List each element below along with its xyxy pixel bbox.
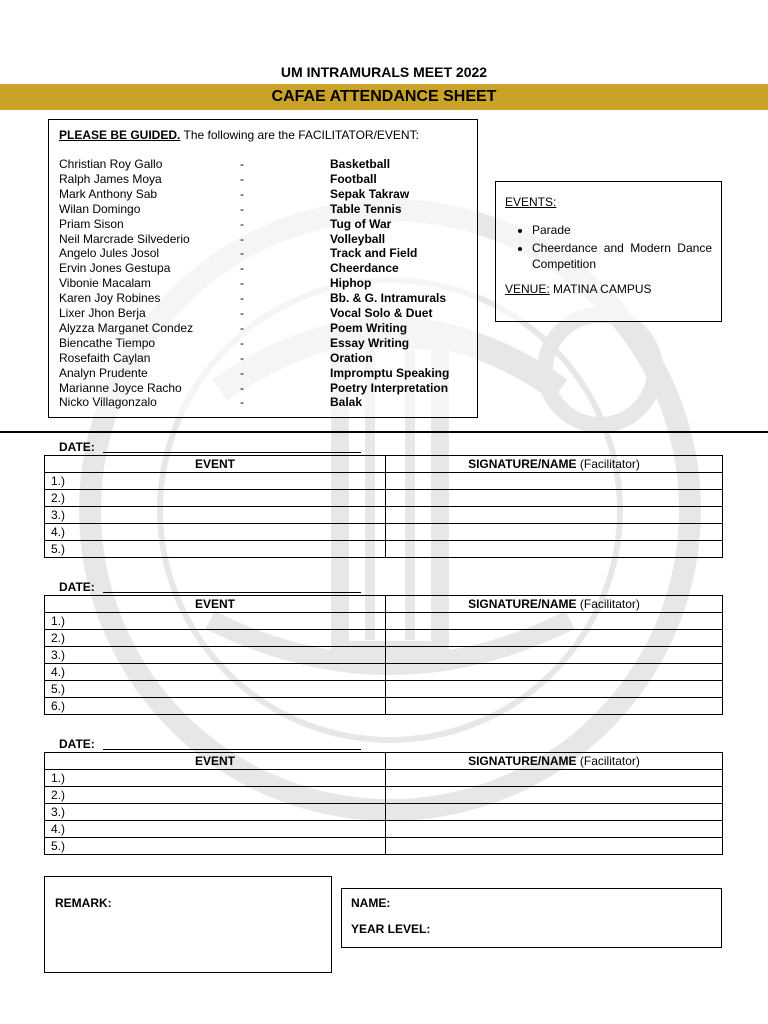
- date-label: DATE:: [59, 580, 95, 594]
- facilitator-name: Analyn Prudente: [59, 365, 148, 380]
- table-row: [45, 473, 723, 490]
- table-row: [45, 647, 723, 664]
- table-row: [45, 787, 723, 804]
- facilitator-dash: -: [240, 291, 244, 306]
- signature-cell[interactable]: [386, 507, 723, 524]
- signature-cell[interactable]: [386, 681, 723, 698]
- facilitator-name: Marianne Joyce Racho: [59, 380, 182, 395]
- signature-header-note: (Facilitator): [579, 597, 640, 611]
- table-row: [45, 507, 723, 524]
- signature-cell[interactable]: [386, 821, 723, 838]
- facilitator-row: [59, 291, 469, 306]
- facilitator-dash: -: [240, 231, 244, 246]
- facilitator-row: [59, 351, 469, 366]
- signature-header-note: (Facilitator): [579, 457, 640, 471]
- table-row: [45, 630, 723, 647]
- event-column-header: EVENT: [45, 753, 386, 770]
- facilitator-row: [59, 395, 469, 410]
- facilitator-dash: -: [240, 380, 244, 395]
- facilitator-event: Cheerdance: [330, 261, 399, 276]
- facilitator-name: Ervin Jones Gestupa: [59, 261, 171, 276]
- facilitator-event: Table Tennis: [330, 201, 402, 216]
- signature-cell[interactable]: [386, 473, 723, 490]
- name-box[interactable]: [341, 888, 722, 948]
- signature-header-bold: SIGNATURE/NAME: [468, 754, 577, 768]
- signature-column-header: [386, 753, 723, 770]
- signature-header-note: (Facilitator): [579, 754, 640, 768]
- signature-cell[interactable]: [386, 770, 723, 787]
- facilitator-row: [59, 172, 469, 187]
- facilitator-dash: -: [240, 186, 244, 201]
- facilitator-dash: -: [240, 201, 244, 216]
- attendance-table: [44, 752, 723, 855]
- facilitator-event: Essay Writing: [330, 335, 410, 350]
- facilitator-event: Vocal Solo & Duet: [330, 306, 433, 320]
- facilitator-row: [59, 336, 469, 351]
- signature-cell[interactable]: [386, 541, 723, 558]
- facilitator-name: Ralph James Moya: [59, 171, 162, 186]
- table-row: [45, 838, 723, 855]
- facilitator-row: [59, 381, 469, 396]
- facilitator-event: Football: [330, 171, 377, 186]
- facilitator-name: Alyzza Marganet Condez: [59, 320, 194, 335]
- table-row: [45, 804, 723, 821]
- event-cell[interactable]: 5.): [45, 681, 386, 698]
- event-column-header: EVENT: [45, 596, 386, 613]
- facilitator-dash: -: [240, 216, 244, 231]
- signature-header-bold: SIGNATURE/NAME: [468, 457, 577, 471]
- event-cell[interactable]: 4.): [45, 524, 386, 541]
- facilitator-dash: -: [240, 261, 244, 276]
- facilitator-guide-box: [48, 119, 478, 418]
- event-cell[interactable]: 6.): [45, 698, 386, 715]
- facilitator-name: Angelo Jules Josol: [59, 246, 160, 261]
- signature-cell[interactable]: [386, 490, 723, 507]
- facilitator-event: Tug of War: [330, 216, 392, 231]
- event-cell[interactable]: 1.): [45, 473, 386, 490]
- events-box: [495, 181, 722, 322]
- signature-cell[interactable]: [386, 698, 723, 715]
- signature-cell[interactable]: [386, 613, 723, 630]
- facilitator-name: Biencathe Tiempo: [59, 335, 156, 350]
- table-row: [45, 524, 723, 541]
- facilitator-event: Volleyball: [330, 231, 386, 246]
- facilitator-row: [59, 261, 469, 276]
- facilitator-event: Oration: [330, 350, 373, 365]
- event-cell[interactable]: 5.): [45, 541, 386, 558]
- event-cell[interactable]: 2.): [45, 630, 386, 647]
- events-list-item: • Cheerdance and Modern Dance Competition: [532, 240, 712, 272]
- facilitator-dash: -: [240, 246, 244, 261]
- event-cell[interactable]: 5.): [45, 838, 386, 855]
- facilitator-row: [59, 306, 469, 321]
- table-row: [45, 664, 723, 681]
- table-row: [45, 613, 723, 630]
- signature-cell[interactable]: [386, 787, 723, 804]
- facilitator-row: [59, 217, 469, 232]
- facilitator-row: [59, 232, 469, 247]
- facilitator-row: [59, 276, 469, 291]
- table-row: [45, 541, 723, 558]
- remark-box[interactable]: [44, 876, 332, 973]
- facilitator-name: Lixer Jhon Berja: [59, 306, 146, 320]
- table-row: [45, 490, 723, 507]
- date-input-line[interactable]: [103, 749, 361, 750]
- venue-value: MATINA CAMPUS: [553, 282, 652, 296]
- facilitator-event: Sepak Takraw: [330, 186, 410, 201]
- facilitator-row: [59, 202, 469, 217]
- facilitator-event: Bb. & G. Intramurals: [330, 291, 447, 306]
- name-label: NAME:: [351, 896, 391, 910]
- table-header-row: [45, 596, 723, 613]
- facilitator-dash: -: [240, 365, 244, 380]
- event-cell[interactable]: 4.): [45, 821, 386, 838]
- table-header-row: [45, 753, 723, 770]
- table-row: [45, 698, 723, 715]
- facilitator-dash: -: [240, 276, 244, 291]
- date-input-line[interactable]: [103, 592, 361, 593]
- event-cell[interactable]: 3.): [45, 647, 386, 664]
- venue-label: VENUE:: [505, 282, 550, 296]
- facilitator-row: [59, 321, 469, 336]
- facilitator-name: Wilan Domingo: [59, 201, 141, 216]
- remark-label: REMARK:: [55, 896, 112, 910]
- facilitator-dash: -: [240, 335, 244, 350]
- attendance-table: [44, 595, 723, 715]
- guide-lead-text: The following are the FACILITATOR/EVENT:: [183, 128, 419, 142]
- events-list-item: • Parade: [532, 222, 712, 238]
- facilitator-row: [59, 157, 469, 172]
- signature-cell[interactable]: [386, 804, 723, 821]
- event-cell[interactable]: 2.): [45, 490, 386, 507]
- date-label: DATE:: [59, 737, 95, 751]
- table-row: [45, 681, 723, 698]
- event-column-header: EVENT: [45, 456, 386, 473]
- facilitator-dash: -: [240, 395, 244, 410]
- signature-header-bold: SIGNATURE/NAME: [468, 597, 577, 611]
- signature-column-header: [386, 596, 723, 613]
- facilitator-event: Poetry Interpretation: [330, 380, 449, 395]
- facilitator-row: [59, 366, 469, 381]
- facilitator-event: Poem Writing: [330, 320, 408, 335]
- event-cell[interactable]: 3.): [45, 507, 386, 524]
- facilitator-dash: -: [240, 350, 244, 365]
- signature-cell[interactable]: [386, 630, 723, 647]
- events-list: [496, 222, 712, 274]
- event-cell[interactable]: 3.): [45, 804, 386, 821]
- facilitator-event: Impromptu Speaking: [330, 365, 450, 380]
- guide-heading: [59, 128, 419, 142]
- signature-cell[interactable]: [386, 647, 723, 664]
- signature-cell[interactable]: [386, 524, 723, 541]
- facilitator-dash: -: [240, 171, 244, 186]
- event-cell[interactable]: 2.): [45, 787, 386, 804]
- year-level-label: YEAR LEVEL:: [351, 922, 431, 936]
- facilitator-name: Vibonie Macalam: [59, 276, 151, 291]
- facilitator-name: Karen Joy Robines: [59, 291, 161, 306]
- signature-column-header: [386, 456, 723, 473]
- facilitator-dash: -: [240, 306, 244, 320]
- facilitator-name: Rosefaith Caylan: [59, 350, 151, 365]
- facilitator-dash: -: [240, 157, 244, 171]
- facilitator-name: Mark Anthony Sab: [59, 186, 158, 201]
- attendance-table: [44, 455, 723, 558]
- signature-cell[interactable]: [386, 664, 723, 681]
- date-label: DATE:: [59, 440, 95, 454]
- event-cell[interactable]: 1.): [45, 770, 386, 787]
- table-row: [45, 821, 723, 838]
- facilitator-name: Priam Sison: [59, 216, 124, 231]
- facilitator-name: Nicko Villagonzalo: [59, 395, 157, 410]
- section-divider: [0, 431, 768, 433]
- facilitator-event: Hiphop: [330, 276, 372, 291]
- facilitator-name: Christian Roy Gallo: [59, 157, 163, 171]
- facilitator-row: [59, 187, 469, 202]
- sheet-title: CAFAE ATTENDANCE SHEET: [271, 88, 497, 105]
- facilitator-event: Balak: [330, 395, 363, 410]
- facilitator-name: Neil Marcrade Silvederio: [59, 231, 190, 246]
- events-label: EVENTS:: [505, 195, 557, 209]
- date-input-line[interactable]: [103, 452, 361, 453]
- meet-title: UM INTRAMURALS MEET 2022: [280, 64, 488, 80]
- guide-lead-bold: PLEASE BE GUIDED.: [59, 128, 181, 142]
- facilitator-dash: -: [240, 320, 244, 335]
- table-row: [45, 770, 723, 787]
- facilitator-row: [59, 246, 469, 261]
- table-header-row: [45, 456, 723, 473]
- signature-cell[interactable]: [386, 838, 723, 855]
- facilitator-event: Basketball: [330, 157, 391, 171]
- sheet-title-banner: [0, 84, 768, 110]
- event-cell[interactable]: 4.): [45, 664, 386, 681]
- facilitator-event: Track and Field: [330, 246, 418, 261]
- event-cell[interactable]: 1.): [45, 613, 386, 630]
